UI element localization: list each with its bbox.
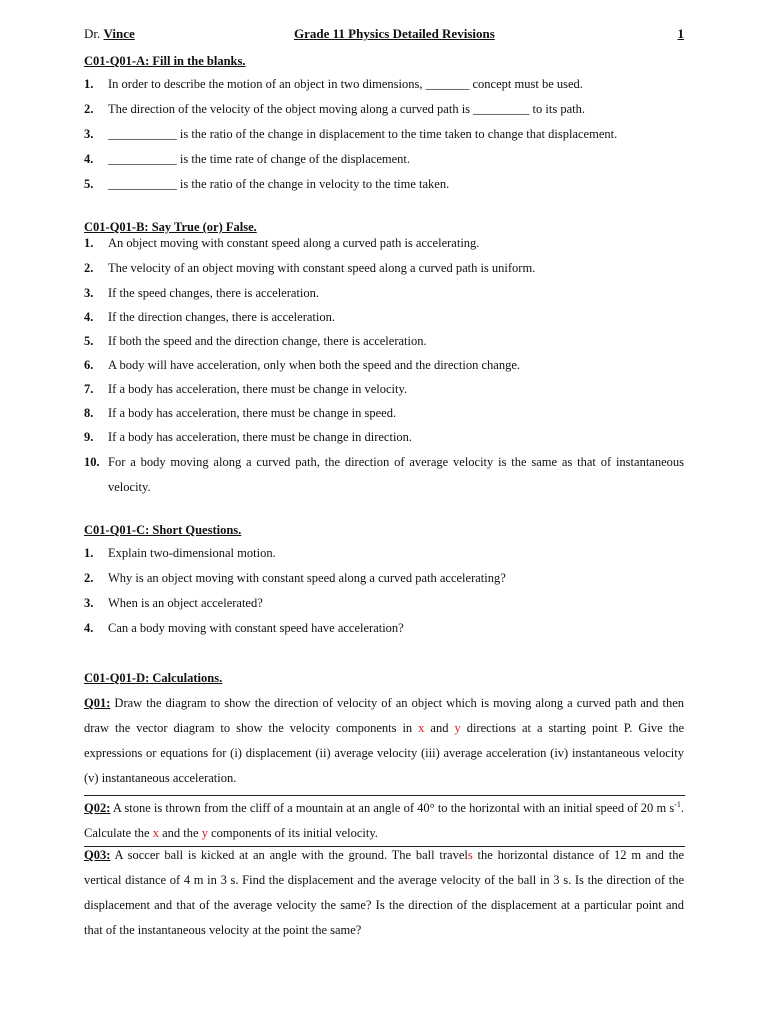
list-item <box>84 377 684 402</box>
q03-text-1: A soccer ball is kicked at an angle with the ground. The ball travel <box>110 848 468 862</box>
item-number: 1. <box>84 236 94 250</box>
item-text: An object moving with constant speed along a curved path is accelerating. <box>108 236 480 250</box>
list-item <box>84 353 684 378</box>
item-number: 9. <box>84 430 94 444</box>
list-item <box>84 122 684 147</box>
list-item <box>84 425 684 450</box>
q01-text-1: Draw the diagram to show the direction of velocity of an object which is moving along a curved path and then draw the vector diagram to show the velocity components in <box>84 696 684 735</box>
item-text: Explain two-dimensional motion. <box>108 546 276 560</box>
q02-text-4: components of its initial velocity. <box>207 826 378 841</box>
item-text: ___________ is the ratio of the change in displacement to the time taken to change that displacement. <box>108 127 618 141</box>
item-text: Why is an object moving with constant speed along a curved path accelerating? <box>108 571 506 585</box>
q03-text-2: the horizontal distance of 12 m and the vertical distance of 4 m in 3 s. Find the displacement and the average velocity of the ball in 3 s. Is the direction of the displacement and that of the average velocity the same? Is the direction of the displacement at a particular point and that of the instantaneous velocity at the point the same? <box>84 848 684 937</box>
item-number: 2. <box>84 261 94 275</box>
q02-label: Q02: <box>84 801 111 816</box>
list-item <box>84 281 684 306</box>
author-prefix: Dr. <box>84 26 101 41</box>
item-text: If a body has acceleration, there must be change in speed. <box>108 406 397 420</box>
item-number: 2. <box>84 571 94 585</box>
section-a-heading: C01-Q01-A: Fill in the blanks. <box>84 54 246 68</box>
list-item <box>84 591 684 616</box>
q01-label: Q01: <box>84 696 111 710</box>
author <box>84 26 135 42</box>
q02-sup: -1 <box>674 800 681 809</box>
q02-y: y <box>201 826 208 841</box>
item-number: 2. <box>84 102 94 116</box>
item-number: 8. <box>84 406 94 420</box>
item-number: 4. <box>84 152 94 166</box>
item-text: A body will have acceleration, only when both the speed and the direction change. <box>108 358 521 372</box>
page-header <box>84 26 684 46</box>
list-item <box>84 329 684 354</box>
item-text: If a body has acceleration, there must be change in direction. <box>108 430 413 444</box>
item-text: The direction of the velocity of the object moving along a curved path is _________ to its path. <box>108 102 585 116</box>
item-text: Can a body moving with constant speed have acceleration? <box>108 621 404 635</box>
item-number: 3. <box>84 127 94 141</box>
list-item <box>84 450 684 500</box>
q01-x: x <box>418 721 425 735</box>
section-d-heading: C01-Q01-D: Calculations. <box>84 671 223 685</box>
list-item <box>84 616 684 641</box>
q01-text-2: and <box>424 721 455 735</box>
q02-text-1: A stone is thrown from the cliff of a mountain at an angle of 40° to the horizontal with an initial speed of 20 m s <box>110 801 675 816</box>
item-number: 7. <box>84 382 94 396</box>
item-text: If the direction changes, there is acceleration. <box>108 310 335 324</box>
list-item <box>84 256 684 281</box>
list-item <box>84 147 684 172</box>
section-c-heading: C01-Q01-C: Short Questions. <box>84 523 242 537</box>
list-item <box>84 172 684 197</box>
item-text: If both the speed and the direction change, there is acceleration. <box>108 334 427 348</box>
q01-y: y <box>454 721 461 735</box>
list-item <box>84 401 684 426</box>
item-number: 3. <box>84 596 94 610</box>
list-item <box>84 97 684 122</box>
item-text: When is an object accelerated? <box>108 596 263 610</box>
page-number: 1 <box>677 26 684 41</box>
question-q02 <box>84 792 684 846</box>
q02-text-2: . Calculate the <box>84 801 684 841</box>
item-number: 5. <box>84 177 94 191</box>
list-item <box>84 541 684 566</box>
q01-text-3: directions at a starting point P. Give the expressions or equations for (i) displacement (ii) average velocity (iii) average acceleration (iv) instantaneous velocity (v) instantaneous acceleration. <box>84 721 684 785</box>
list-item <box>84 305 684 330</box>
item-number: 6. <box>84 358 94 372</box>
question-q01 <box>84 691 684 791</box>
item-text: If a body has acceleration, there must be change in velocity. <box>108 382 408 396</box>
list-item <box>84 72 684 97</box>
item-number: 1. <box>84 546 94 560</box>
item-text: If the speed changes, there is acceleration. <box>108 286 320 300</box>
item-number: 5. <box>84 334 94 348</box>
author-name: Vince <box>103 26 135 41</box>
list-item <box>84 566 684 591</box>
item-number: 3. <box>84 286 94 300</box>
item-text: The velocity of an object moving with constant speed along a curved path is uniform. <box>108 261 536 275</box>
item-text: In order to describe the motion of an object in two dimensions, _______ concept must be used. <box>108 77 583 91</box>
q02-x: x <box>152 826 159 841</box>
question-q03 <box>84 843 684 943</box>
page-title: Grade 11 Physics Detailed Revisions <box>294 26 495 41</box>
item-text: For a body moving along a curved path, the direction of average velocity is the same as that of instantaneous velocity. <box>108 455 684 494</box>
item-number: 1. <box>84 77 94 91</box>
item-number: 4. <box>84 310 94 324</box>
item-number: 4. <box>84 621 94 635</box>
q02-text-3: and the <box>158 826 202 841</box>
section-b-heading: C01-Q01-B: Say True (or) False. <box>84 220 257 234</box>
item-text: ___________ is the time rate of change of the displacement. <box>108 152 410 166</box>
q03-label: Q03: <box>84 848 111 862</box>
item-number: 10. <box>84 455 100 469</box>
q03-s: s <box>467 848 473 862</box>
list-item <box>84 231 684 256</box>
item-text: ___________ is the ratio of the change in velocity to the time taken. <box>108 177 450 191</box>
